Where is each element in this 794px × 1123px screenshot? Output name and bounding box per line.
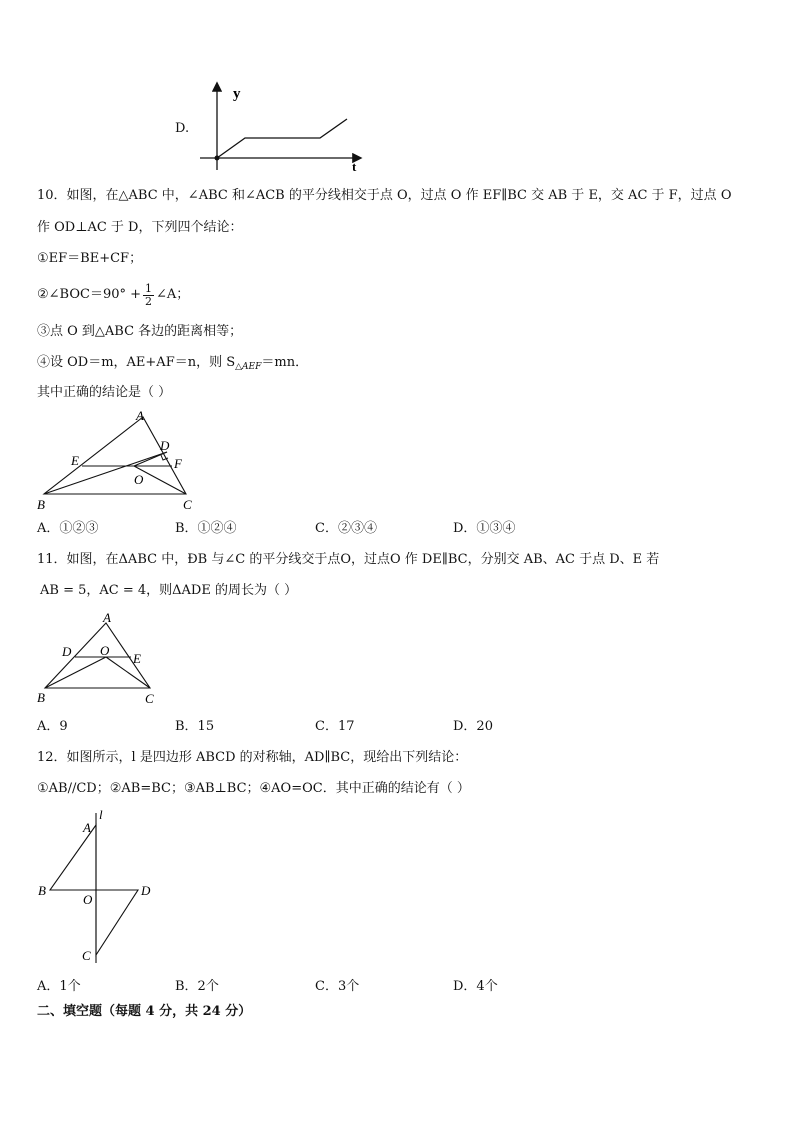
q10-c2-den: 2 <box>145 294 153 308</box>
fig12-label-O: O <box>83 892 93 907</box>
axis-y-label: y <box>233 86 241 102</box>
q12-option-b[interactable]: B．2个 <box>175 979 219 994</box>
q10-option-b[interactable]: B．①②④ <box>175 521 237 536</box>
q10-c2-post: ∠A； <box>156 287 190 302</box>
q12-stem-line1: 12．如图所示，l 是四边形 ABCD 的对称轴，AD∥BC，现给出下列结论： <box>37 750 468 765</box>
fig12-label-A: A <box>83 820 91 835</box>
q9-option-d-label: D. <box>175 121 190 136</box>
fig11-label-A: A <box>103 610 111 625</box>
q10-c4-pre: ④设 OD＝m，AE+AF＝n，则 S <box>37 355 236 370</box>
q12-stem-line2: ①AB//CD；②AB=BC；③AB⊥BC；④AO=OC．其中正确的结论有（ ） <box>37 781 470 796</box>
q10-c2-num: 1 <box>145 281 153 295</box>
q12-option-a[interactable]: A．1个 <box>37 979 81 994</box>
q10-conclusion-4 <box>37 354 308 376</box>
fig11-label-E: E <box>133 651 141 666</box>
q10-stem-line1: 10．如图，在△ABC 中，∠ABC 和∠ACB 的平分线相交于点 O，过点 O 作 EF∥BC 交 AB 于 E，交 AC 于 F，过点 O <box>37 188 732 203</box>
quadrilateral-abcd <box>50 825 138 955</box>
q10-c2-pre: ②∠BOC＝90° + <box>37 287 142 302</box>
fig10-label-B: B <box>37 497 45 512</box>
fig10-label-A: A <box>136 408 144 423</box>
q12-option-c[interactable]: C．3个 <box>315 979 360 994</box>
section-2-title: 二、填空题（每题 4 分，共 24 分） <box>37 1004 252 1019</box>
segment-bd <box>44 452 167 494</box>
fig11-label-B: B <box>37 690 45 705</box>
q10-conclusion-2 <box>37 277 189 313</box>
fig12-label-B: B <box>38 883 46 898</box>
q11-figure <box>30 608 165 708</box>
segment-bo <box>45 657 106 688</box>
fig12-label-C: C <box>82 948 91 963</box>
q10-c2-fraction <box>143 283 154 308</box>
q10-figure <box>30 405 205 513</box>
q10-conclusion-3: ③点 O 到△ABC 各边的距离相等； <box>37 324 243 339</box>
q12-figure <box>30 805 165 970</box>
q11-option-c[interactable]: C．17 <box>315 719 355 734</box>
fig10-label-C: C <box>183 497 192 512</box>
q11-stem-line2: AB = 5，AC = 4，则ΔADE 的周长为（ ） <box>40 583 298 598</box>
q9-option-d-graph <box>195 78 375 178</box>
segment-oc <box>106 657 150 688</box>
fig10-label-F: F <box>174 456 182 471</box>
q10-option-c[interactable]: C．②③④ <box>315 521 377 536</box>
q10-stem-line2: 作 OD⊥AC 于 D，下列四个结论： <box>37 220 243 235</box>
fig12-label-l: l <box>99 807 103 822</box>
q10-c4-post: ＝mn． <box>261 355 309 370</box>
q11-option-d[interactable]: D．20 <box>453 719 493 734</box>
q12-option-d[interactable]: D．4个 <box>453 979 498 994</box>
fig11-label-O: O <box>100 643 110 658</box>
q10-option-a[interactable]: A．①②③ <box>37 521 99 536</box>
q10-c4-sub: △AEF <box>235 362 262 372</box>
graph-line <box>217 119 347 158</box>
q11-option-a[interactable]: A．9 <box>37 719 68 734</box>
q11-option-b[interactable]: B．15 <box>175 719 215 734</box>
fig11-label-C: C <box>145 691 154 706</box>
segment-od <box>134 452 167 466</box>
fig11-label-D: D <box>62 644 72 659</box>
q10-conclusion-1: ①EF＝BE+CF； <box>37 251 143 266</box>
q10-option-d[interactable]: D．①③④ <box>453 521 516 536</box>
q10-question: 其中正确的结论是（ ） <box>37 385 172 400</box>
fig10-label-D: D <box>160 438 170 453</box>
fig10-label-O: O <box>134 472 144 487</box>
axis-t-label: t <box>352 159 357 174</box>
fig12-label-D: D <box>141 883 151 898</box>
fig10-label-E: E <box>71 453 79 468</box>
q11-stem-line1: 11．如图，在ΔABC 中，ÐB 与∠C 的平分线交于点O，过点O 作 DE∥BC，分别交 AB、AC 于点 D、E 若 <box>37 552 660 567</box>
